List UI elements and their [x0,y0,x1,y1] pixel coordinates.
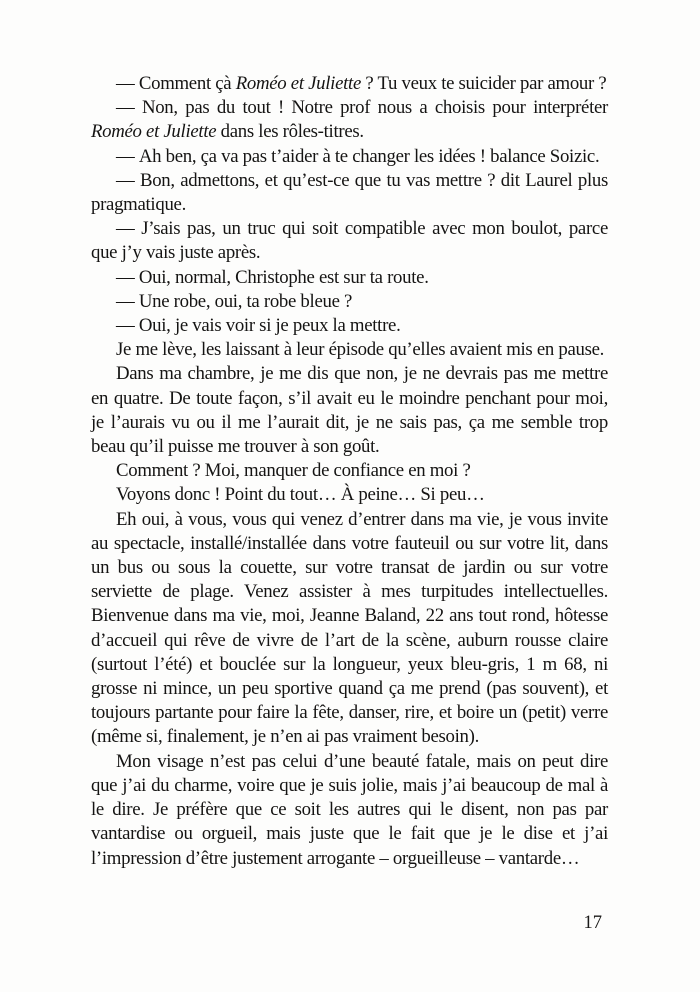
paragraph: Comment ? Moi, manquer de confiance en moi ? [116,460,471,482]
page-text [91,72,608,871]
paragraph: Eh oui, à vous, vous qui venez d’entrer dans ma vie, je vous invite au spectacle, installé/installée dans votre fauteuil ou sur votre lit, dans un bus ou sous la couette, sur votre transat de jardin ou sur votre serviette de plage. Venez assister à mes turpitudes intellectuelles. Bienvenue dans ma vie, moi, Jeanne Baland, 22 ans tout rond, hôtesse d’accueil qui rêve de vivre de l’art de la scène, auburn rousse claire (surtout l’été) et bouclée sur la longueur, yeux bleu-gris, 1 m 68, ni grosse ni mince, un peu sportive quand ça me prend (pas souvent), et toujours partante pour faire la fête, danser, rire, et boire un (petit) verre (même si, finalement, je n’en ai pas vraiment besoin). [91,508,608,748]
dialogue-text: — Non, pas du tout ! Notre prof nous a choisis pour interpréter [116,97,608,119]
paragraph: — Oui, normal, Christophe est sur ta route. [116,266,429,288]
paragraph: Je me lève, les laissant à leur épisode qu’elles avaient mis en pause. [116,339,605,361]
paragraph: — J’sais pas, un truc qui soit compatible avec mon boulot, parce que j’y vais juste après. [91,218,608,264]
paragraph: — Oui, je vais voir si je peux la mettre. [116,315,401,337]
paragraph: — Ah ben, ça va pas t’aider à te changer les idées ! balance Soizic. [116,145,600,167]
paragraph: Dans ma chambre, je me dis que non, je ne devrais pas me mettre en quatre. De toute façon, s’il avait eu le moindre penchant pour moi, je l’aurais vu ou il me l’aurait dit, je ne sais pas, ça me semble trop beau qu’il puisse me trouver à son goût. [91,363,608,458]
paragraph [91,72,608,96]
paragraph: Voyons donc ! Point du tout… À peine… Si peu… [116,484,485,506]
dialogue-text: ? Tu veux te suicider par amour ? [361,73,607,94]
paragraph: — Bon, admettons, et qu’est-ce que tu vas mettre ? dit Laurel plus pragmatique. [91,169,608,216]
paragraph [91,96,608,144]
paragraph: Mon visage n’est pas celui d’une beauté fatale, mais on peut dire que j’ai du charme, voire que je suis jolie, mais j’ai beaucoup de mal à le dire. Je préfère que ce soit les autres qui le disent, non pas par vantardise ou orgueil, mais juste que le fait que je le dise et j’ai l’impression d’être justement arrogante – orgueilleuse – vantarde… [91,750,608,869]
dialogue-text: — Comment çà [116,73,236,94]
italic-book-title: Roméo et Juliette [235,73,362,94]
italic-book-title: Roméo et Juliette [91,121,217,143]
dialogue-text: dans les rôles-titres. [216,121,364,143]
paragraph: — Une robe, oui, ta robe bleue ? [116,290,353,312]
page-number: 17 [583,913,602,933]
